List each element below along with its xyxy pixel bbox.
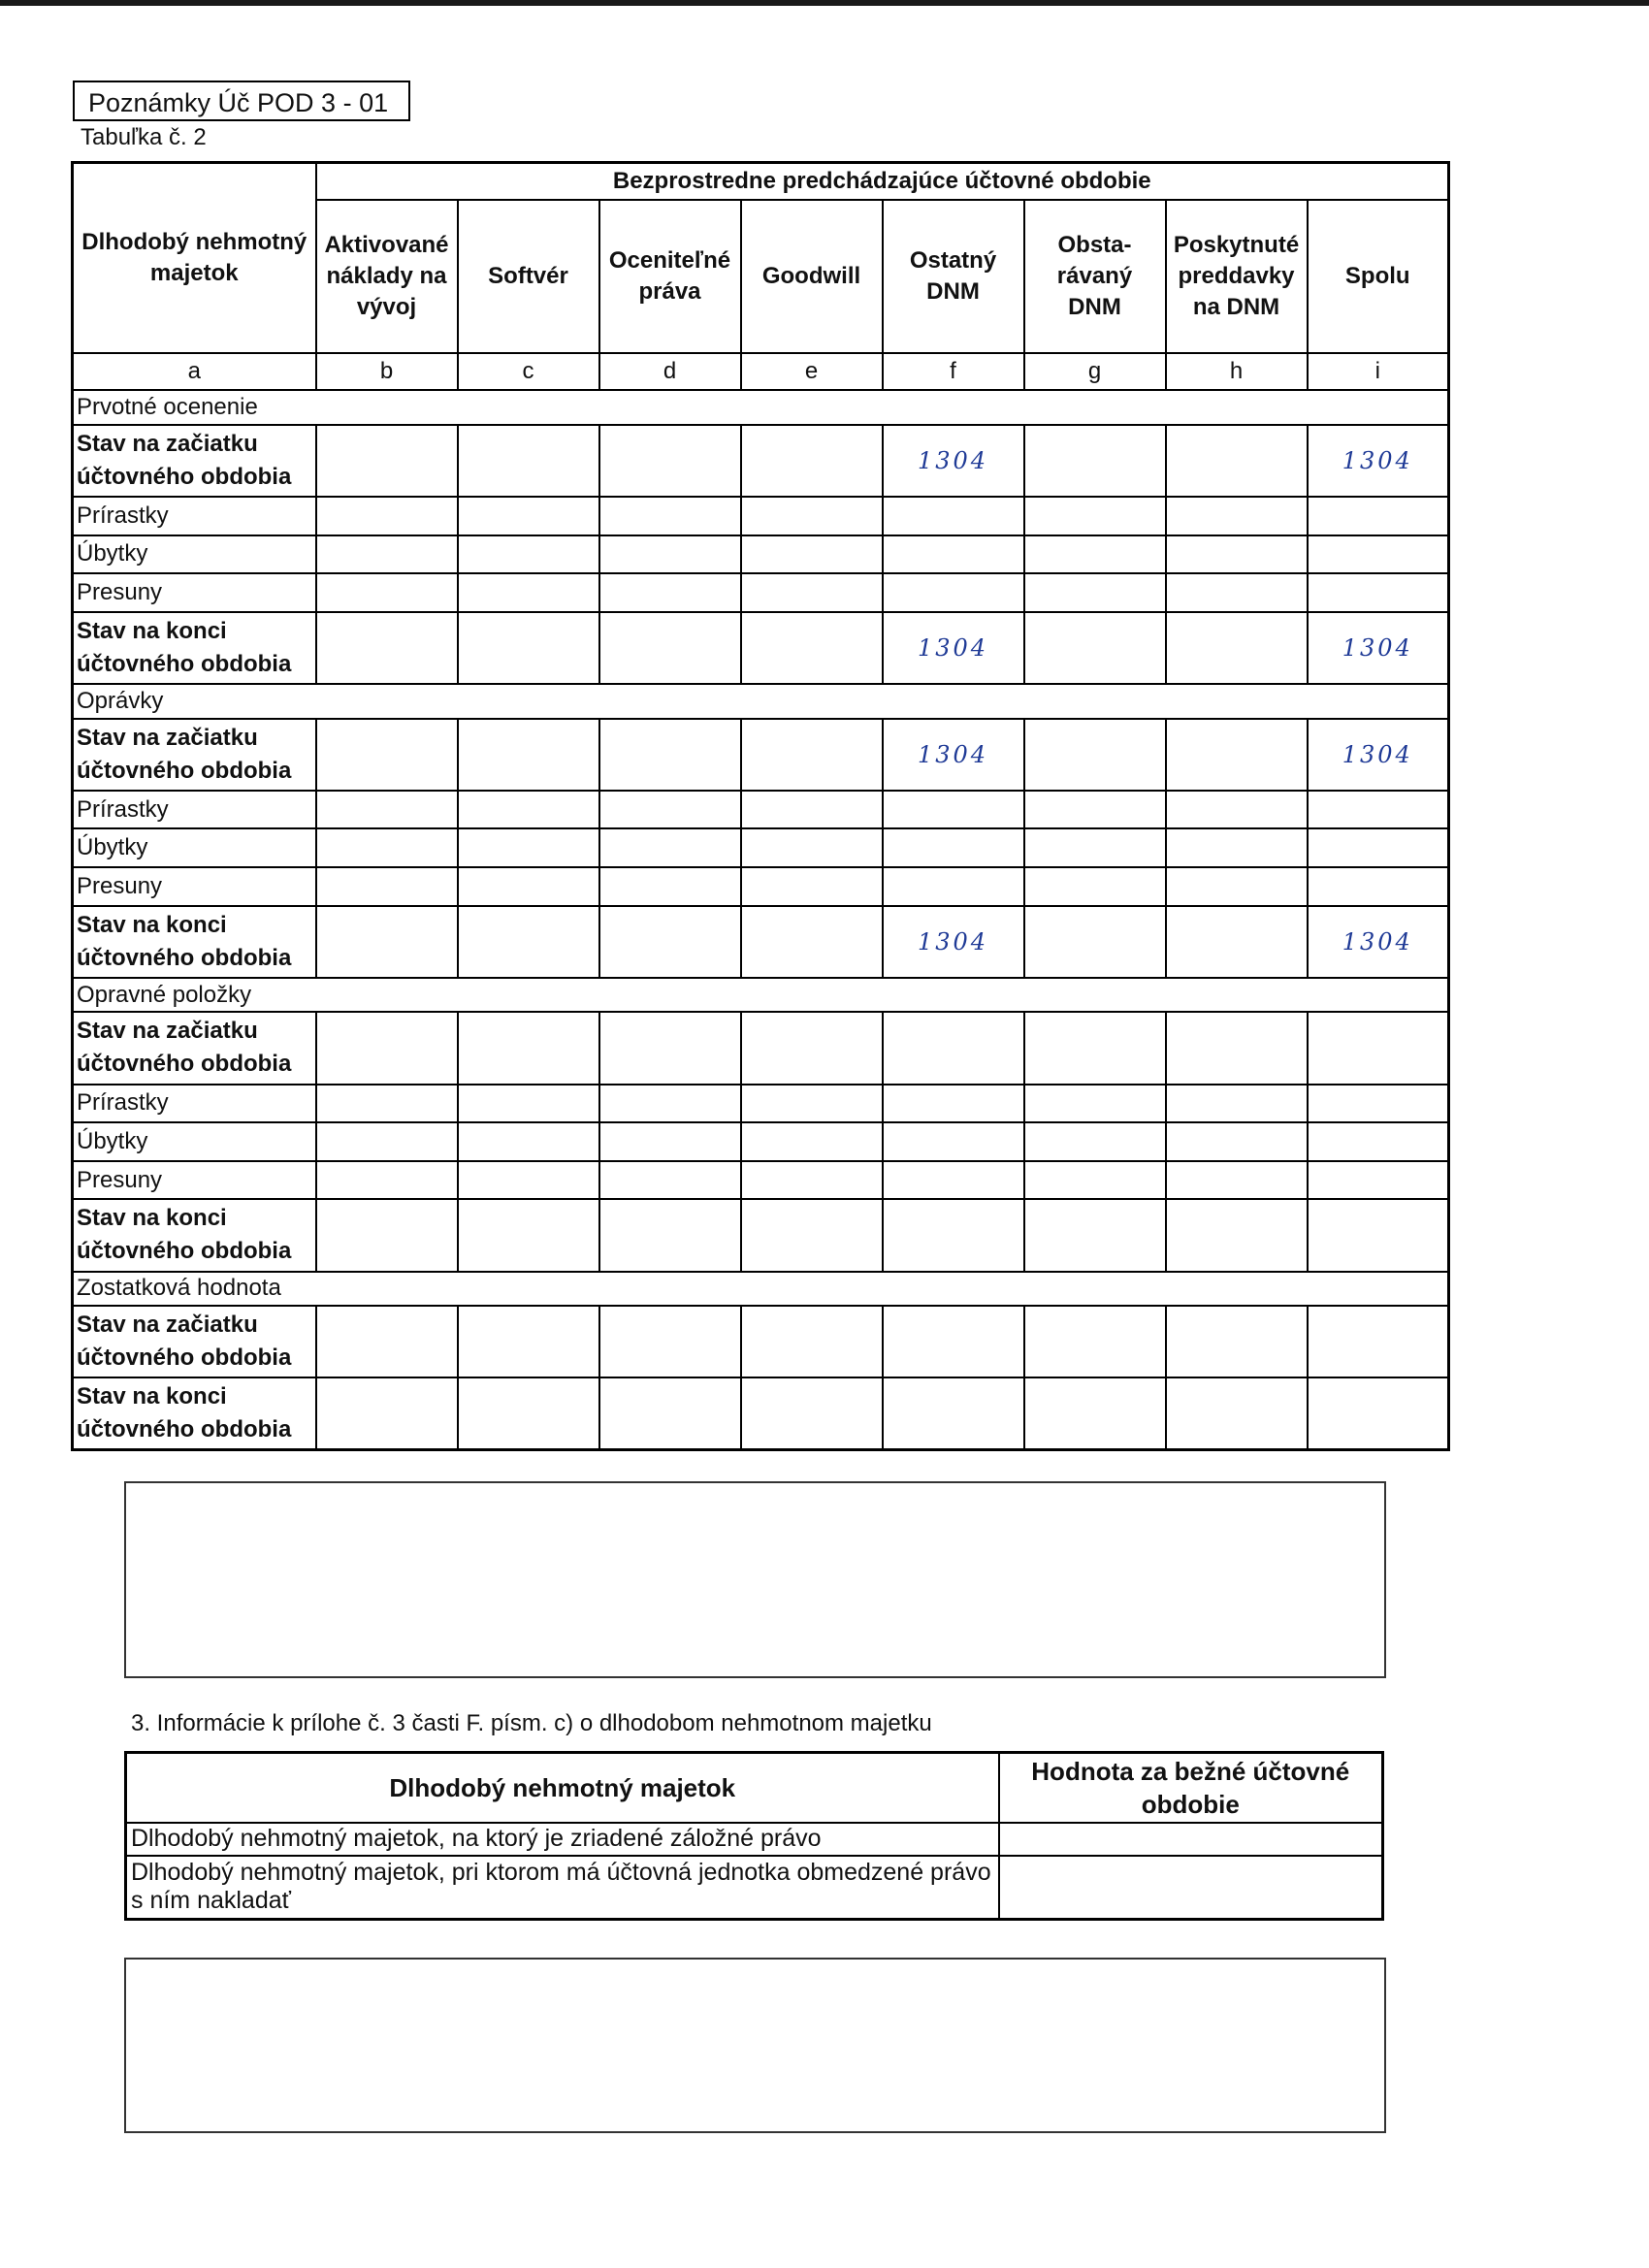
row-label: Úbytky <box>73 535 316 574</box>
value-cell[interactable] <box>883 1012 1024 1084</box>
value-cell[interactable] <box>599 1012 741 1084</box>
value-cell[interactable] <box>883 828 1024 867</box>
section-title: Zostatková hodnota <box>73 1272 1449 1307</box>
value-cell[interactable] <box>599 425 741 497</box>
value-cell[interactable] <box>741 719 883 791</box>
column-header: Spolu <box>1308 200 1449 352</box>
value-cell[interactable] <box>1166 1012 1308 1084</box>
value-cell[interactable] <box>316 1012 458 1084</box>
table-row <box>73 1306 1449 1377</box>
value-cell[interactable] <box>1308 1377 1449 1449</box>
table-row <box>73 1085 1449 1123</box>
value-cell[interactable] <box>883 1085 1024 1123</box>
table-row <box>73 1377 1449 1449</box>
row-label: Stav na začiatku účtovného obdobia <box>73 1306 316 1377</box>
value-cell[interactable] <box>1166 497 1308 535</box>
column-header: Obsta-rávaný DNM <box>1024 200 1166 352</box>
value-cell[interactable] <box>1024 867 1166 906</box>
row-label: Stav na konci účtovného obdobia <box>73 1199 316 1271</box>
column-letter: a <box>73 353 316 391</box>
value-cell[interactable] <box>316 828 458 867</box>
value-cell[interactable] <box>316 791 458 829</box>
row-label: Prírastky <box>73 497 316 535</box>
table-row <box>73 1199 1449 1271</box>
row-label: Dlhodobý nehmotný majetok, na ktorý je zriadené záložné právo <box>126 1823 999 1856</box>
value-cell[interactable] <box>1166 719 1308 791</box>
value-cell[interactable] <box>883 573 1024 612</box>
value-cell[interactable] <box>1308 1199 1449 1271</box>
row-label: Prírastky <box>73 1085 316 1123</box>
value-cell[interactable] <box>1024 1122 1166 1161</box>
value-cell[interactable] <box>1166 828 1308 867</box>
column-letter: e <box>741 353 883 391</box>
value-cell[interactable] <box>1166 612 1308 684</box>
value-cell[interactable] <box>1024 1161 1166 1200</box>
value-cell[interactable] <box>599 828 741 867</box>
value-cell[interactable] <box>458 425 599 497</box>
column-letter: d <box>599 353 741 391</box>
value-cell[interactable] <box>1166 1122 1308 1161</box>
value-cell[interactable]: 1304 <box>883 719 1024 791</box>
value-cell[interactable] <box>1308 535 1449 574</box>
value-cell[interactable] <box>458 906 599 978</box>
value-cell[interactable] <box>741 1199 883 1271</box>
value-cell[interactable] <box>1308 573 1449 612</box>
table-row <box>73 612 1449 684</box>
value-cell[interactable] <box>599 1306 741 1377</box>
value-cell[interactable] <box>316 1199 458 1271</box>
column-header: Ostatný DNM <box>883 200 1024 352</box>
row-label: Presuny <box>73 867 316 906</box>
value-cell[interactable] <box>1308 1161 1449 1200</box>
row-label: Stav na konci účtovného obdobia <box>73 612 316 684</box>
value-cell[interactable]: 1304 <box>883 425 1024 497</box>
row-label: Stav na konci účtovného obdobia <box>73 906 316 978</box>
value-cell[interactable] <box>999 1823 1383 1856</box>
value-cell[interactable] <box>458 573 599 612</box>
column-letter: g <box>1024 353 1166 391</box>
value-cell[interactable] <box>458 867 599 906</box>
value-cell[interactable] <box>599 719 741 791</box>
value-cell[interactable] <box>458 791 599 829</box>
value-cell[interactable] <box>458 1161 599 1200</box>
value-cell[interactable]: 1304 <box>883 612 1024 684</box>
value-cell[interactable]: 1304 <box>1308 612 1449 684</box>
value-cell[interactable] <box>316 573 458 612</box>
table-row <box>73 791 1449 829</box>
value-cell[interactable] <box>316 867 458 906</box>
pledged-dnm-table <box>124 1751 1384 1921</box>
value-cell[interactable] <box>1166 1306 1308 1377</box>
value-cell[interactable] <box>1024 1012 1166 1084</box>
row-label: Stav na začiatku účtovného obdobia <box>73 425 316 497</box>
column-letter: b <box>316 353 458 391</box>
value-cell[interactable] <box>883 1306 1024 1377</box>
row-label: Úbytky <box>73 1122 316 1161</box>
value-cell[interactable] <box>1024 719 1166 791</box>
value-cell[interactable] <box>741 1161 883 1200</box>
row-label: Dlhodobý nehmotný majetok, pri ktorom má účtovná jednotka obmedzené právo s ním nakladať <box>126 1856 999 1920</box>
value-cell[interactable] <box>316 906 458 978</box>
value-cell[interactable] <box>458 535 599 574</box>
table-label: Tabuľka č. 2 <box>81 124 207 150</box>
value-cell[interactable] <box>599 867 741 906</box>
sec3-header-dnm: Dlhodobý nehmotný majetok <box>126 1753 999 1823</box>
value-cell[interactable] <box>316 425 458 497</box>
value-cell[interactable] <box>458 1306 599 1377</box>
value-cell[interactable] <box>1166 906 1308 978</box>
table-row <box>73 719 1449 791</box>
value-cell[interactable] <box>458 497 599 535</box>
value-cell[interactable] <box>1166 1199 1308 1271</box>
table-row <box>126 1856 1383 1920</box>
value-cell[interactable] <box>883 1377 1024 1449</box>
row-label: Stav na konci účtovného obdobia <box>73 1377 316 1449</box>
value-cell[interactable] <box>1024 1085 1166 1123</box>
column-header: Goodwill <box>741 200 883 352</box>
section3-title: 3. Informácie k prílohe č. 3 časti F. písm. c) o dlhodobom nehmotnom majetku <box>131 1710 932 1736</box>
value-cell[interactable] <box>599 573 741 612</box>
value-cell[interactable] <box>883 867 1024 906</box>
value-cell[interactable] <box>316 1377 458 1449</box>
value-cell[interactable] <box>1166 573 1308 612</box>
value-cell[interactable] <box>741 906 883 978</box>
value-cell[interactable] <box>741 497 883 535</box>
value-cell[interactable] <box>316 612 458 684</box>
value-cell[interactable] <box>599 1377 741 1449</box>
value-cell[interactable] <box>1024 573 1166 612</box>
notes-box-2[interactable] <box>124 1958 1386 2133</box>
value-cell[interactable] <box>599 535 741 574</box>
value-cell[interactable] <box>1166 791 1308 829</box>
value-cell[interactable] <box>1024 535 1166 574</box>
value-cell[interactable] <box>1166 425 1308 497</box>
period-header: Bezprostredne predchádzajúce účtovné obdobie <box>316 163 1449 201</box>
table-row <box>73 573 1449 612</box>
column-letter: h <box>1166 353 1308 391</box>
column-letter: c <box>458 353 599 391</box>
value-cell[interactable] <box>741 1306 883 1377</box>
value-cell[interactable] <box>599 612 741 684</box>
table-row <box>73 1012 1449 1084</box>
value-cell[interactable] <box>1024 612 1166 684</box>
row-label: Úbytky <box>73 828 316 867</box>
section-title: Opravné položky <box>73 978 1449 1013</box>
value-cell[interactable] <box>741 535 883 574</box>
row-label: Stav na začiatku účtovného obdobia <box>73 719 316 791</box>
notes-box-1[interactable] <box>124 1481 1386 1678</box>
value-cell[interactable] <box>599 906 741 978</box>
value-cell[interactable] <box>316 535 458 574</box>
value-cell[interactable]: 1304 <box>1308 719 1449 791</box>
value-cell[interactable] <box>316 1306 458 1377</box>
value-cell[interactable] <box>1308 828 1449 867</box>
value-cell[interactable] <box>741 573 883 612</box>
value-cell[interactable] <box>316 1161 458 1200</box>
value-cell[interactable] <box>599 1085 741 1123</box>
value-cell[interactable] <box>316 719 458 791</box>
value-cell[interactable] <box>1308 791 1449 829</box>
value-cell[interactable] <box>741 1085 883 1123</box>
value-cell[interactable] <box>458 1199 599 1271</box>
table-row <box>73 497 1449 535</box>
value-cell[interactable] <box>883 1122 1024 1161</box>
table-row <box>126 1823 1383 1856</box>
value-cell[interactable] <box>1024 425 1166 497</box>
table-row <box>73 906 1449 978</box>
value-cell[interactable] <box>883 497 1024 535</box>
row-label: Presuny <box>73 1161 316 1200</box>
value-cell[interactable] <box>599 1199 741 1271</box>
value-cell[interactable]: 1304 <box>1308 425 1449 497</box>
value-cell[interactable] <box>1308 867 1449 906</box>
value-cell[interactable] <box>1024 1377 1166 1449</box>
value-cell[interactable] <box>1024 497 1166 535</box>
value-cell[interactable] <box>1166 1377 1308 1449</box>
value-cell[interactable]: 1304 <box>1308 906 1449 978</box>
value-cell[interactable] <box>316 497 458 535</box>
column-letter: i <box>1308 353 1449 391</box>
value-cell[interactable] <box>1308 1012 1449 1084</box>
value-cell[interactable] <box>1308 497 1449 535</box>
column-header: Oceniteľné práva <box>599 200 741 352</box>
section-title: Prvotné ocenenie <box>73 390 1449 425</box>
value-cell[interactable] <box>741 791 883 829</box>
table-row <box>73 1161 1449 1200</box>
value-cell[interactable] <box>741 1377 883 1449</box>
value-cell[interactable] <box>316 1122 458 1161</box>
value-cell[interactable] <box>1166 867 1308 906</box>
value-cell[interactable] <box>1024 828 1166 867</box>
value-cell[interactable] <box>1024 906 1166 978</box>
row-header: Dlhodobý nehmotný majetok <box>73 163 316 353</box>
value-cell[interactable] <box>741 1122 883 1161</box>
value-cell[interactable] <box>999 1856 1383 1920</box>
value-cell[interactable] <box>458 1085 599 1123</box>
column-letter: f <box>883 353 1024 391</box>
value-cell[interactable] <box>1308 1122 1449 1161</box>
form-title: Poznámky Úč POD 3 - 01 <box>73 81 410 121</box>
value-cell[interactable] <box>883 1199 1024 1271</box>
value-cell[interactable] <box>316 1085 458 1123</box>
value-cell[interactable] <box>1308 1306 1449 1377</box>
value-cell[interactable] <box>883 535 1024 574</box>
value-cell[interactable] <box>741 867 883 906</box>
section-title: Oprávky <box>73 684 1449 719</box>
row-label: Presuny <box>73 573 316 612</box>
value-cell[interactable] <box>883 1161 1024 1200</box>
table-row <box>73 425 1449 497</box>
value-cell[interactable] <box>458 1122 599 1161</box>
value-cell[interactable] <box>1024 1306 1166 1377</box>
value-cell[interactable] <box>741 612 883 684</box>
row-label: Prírastky <box>73 791 316 829</box>
value-cell[interactable] <box>1166 1085 1308 1123</box>
column-header: Softvér <box>458 200 599 352</box>
row-label: Stav na začiatku účtovného obdobia <box>73 1012 316 1084</box>
value-cell[interactable] <box>458 1377 599 1449</box>
value-cell[interactable] <box>1166 1161 1308 1200</box>
value-cell[interactable] <box>599 497 741 535</box>
value-cell[interactable] <box>1024 791 1166 829</box>
column-header: Aktivované náklady na vývoj <box>316 200 458 352</box>
value-cell[interactable] <box>1024 1199 1166 1271</box>
value-cell[interactable] <box>458 719 599 791</box>
column-header: Poskytnuté preddavky na DNM <box>1166 200 1308 352</box>
value-cell[interactable] <box>741 828 883 867</box>
table-row <box>73 828 1449 867</box>
value-cell[interactable]: 1304 <box>883 906 1024 978</box>
value-cell[interactable] <box>1308 1085 1449 1123</box>
table-row <box>73 1122 1449 1161</box>
dnm-table <box>71 161 1450 1451</box>
value-cell[interactable] <box>458 828 599 867</box>
value-cell[interactable] <box>599 1161 741 1200</box>
sec3-header-value: Hodnota za bežné účtovné obdobie <box>999 1753 1383 1823</box>
value-cell[interactable] <box>741 425 883 497</box>
table-row <box>73 867 1449 906</box>
value-cell[interactable] <box>599 1122 741 1161</box>
value-cell[interactable] <box>883 791 1024 829</box>
value-cell[interactable] <box>599 791 741 829</box>
table-row <box>73 535 1449 574</box>
value-cell[interactable] <box>741 1012 883 1084</box>
scan-top-edge <box>0 0 1649 6</box>
value-cell[interactable] <box>458 612 599 684</box>
value-cell[interactable] <box>1166 535 1308 574</box>
value-cell[interactable] <box>458 1012 599 1084</box>
